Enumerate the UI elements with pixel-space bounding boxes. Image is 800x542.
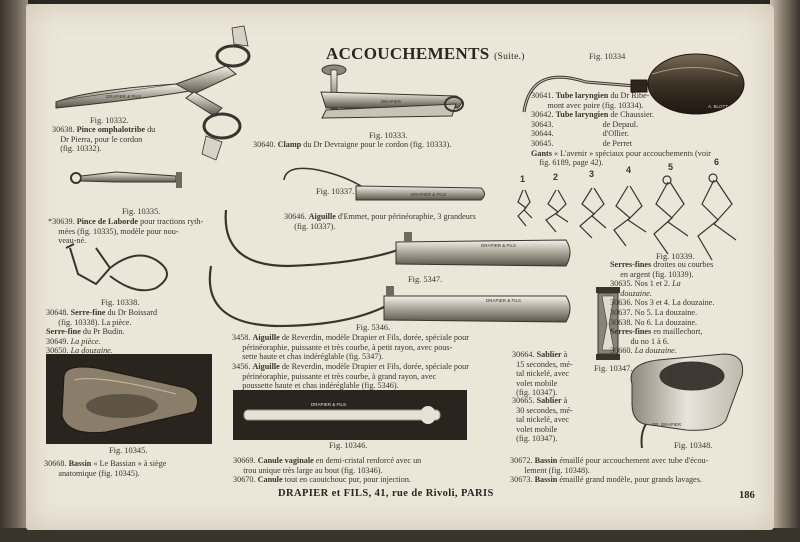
item-30640: 30640. Clamp du Dr Devraigne pour le cordon (fig. 10333). — [253, 140, 452, 149]
serre-fine-boissard-drawing — [66, 244, 167, 290]
item-30639: *30639. Pince de Laborde pour tractions ryth- mées (fig. 10335), modèle pour nou- veau-né. — [48, 217, 204, 246]
reverdin-5346-drawing — [210, 266, 570, 326]
serre-fine-number: 1 — [520, 174, 526, 184]
serre-fine-number: 2 — [553, 172, 559, 182]
fig-10338-caption: Fig. 10338. — [101, 298, 140, 307]
item-30672-30673: 30672. Bassin émaillé pour accouchement avec tube d'écou- lement (fig. 10348). 30673. Bassin émaillé grand modèle, pour grands lavages. — [510, 456, 709, 485]
item-30638: 30638. Pince omphalotribe du Dr Pierra, pour le cordon (fig. 10332). — [52, 125, 156, 154]
fig-5346-caption: Fig. 5346. — [356, 323, 391, 332]
item-30664: 30664. Sablier à 15 secondes, mé- tal nickelé, avec volet mobile (fig. 10347). — [512, 350, 573, 398]
serre-fine-number: 5 — [668, 162, 674, 172]
fig-10348-caption: Fig. 10348. — [674, 441, 713, 450]
canule-engraving: DRAPIER & FILS — [311, 402, 347, 407]
item-3458: 3458. Aiguille de Reverdin, modèle Drapier et Fils, dorée, spéciale pour périnéoraphie, puissante et très courbe, à petit rayon, avec pous- sette haute et chas indéréglable (fig. 5347). — [232, 333, 469, 362]
book-binding-left — [0, 0, 28, 542]
fig-10339-caption: Fig. 10339. — [656, 252, 695, 261]
fig-10334-caption: Fig. 10334 — [589, 52, 626, 61]
clamp-drawing — [321, 65, 463, 118]
page-footer: DRAPIER et FILS, 41, rue de Rivoli, PARIS — [278, 488, 494, 499]
canule-vaginale-drawing — [233, 390, 467, 440]
bassin-engraving: DR. DRAPIER — [652, 422, 682, 427]
fig-10335-caption: Fig. 10335. — [122, 207, 161, 216]
item-30668: 30668. Bassin « Le Bassian » à siège anatomique (fig. 10345). — [44, 459, 167, 478]
page-number: 186 — [739, 490, 755, 501]
serre-fine-number: 6 — [714, 157, 720, 167]
fig-10345-caption: Fig. 10345. — [109, 446, 148, 455]
fig-10346-caption: Fig. 10346. — [329, 441, 368, 450]
serre-fine-number: 4 — [626, 165, 632, 175]
item-30665: 30665. Sablier à 30 secondes, mé- tal nickelé, avec volet mobile (fig. 10347). — [512, 396, 573, 444]
clamp-engraving: DRAPIER — [381, 99, 402, 104]
item-30646: 30646. Aiguille d'Emmet, pour périnéoraphie, 3 grandeurs (fig. 10337). — [284, 212, 476, 231]
item-serres-fines: Serres-fines droites ou courbes en argent (fig. 10339). 30635. Nos 1 et 2. La douzaine. 30636. Nos 3 et 4. La douzaine. 30637. No 5. La douzaine. 30638. No 6. La douzaine. Serres-fines en maillechort, du no 1 à 6. 30660. La douzaine. — [610, 260, 715, 356]
book-page-edges-right — [770, 0, 800, 542]
scissors-engraving: DRAPIER & FILS — [106, 94, 142, 99]
rev1-engraving: DRAPIER & FILS — [481, 243, 517, 248]
rev2-engraving: DRAPIER & FILS — [486, 298, 522, 303]
bassin-le-bassian-drawing — [46, 354, 212, 444]
aiguille-emmet-drawing — [284, 168, 485, 200]
pince-laborde-drawing — [71, 172, 182, 188]
item-30669-30670: 30669. Canule vaginale en demi-cristal renforcé avec un trou unique très large au bout (fig. 10346). 30670. Canule tout en caoutchouc pur, pour injection. — [233, 456, 422, 485]
bassin-emaille-drawing — [631, 354, 743, 448]
page-title: ACCOUCHEMENTS (Suite.) — [326, 44, 525, 63]
fig-10332-caption: Fig. 10332. — [90, 116, 129, 125]
fig-10333-caption: Fig. 10333. — [369, 131, 408, 140]
fig-10337-caption: Fig. 10337. — [316, 187, 355, 196]
bulb-engraving: A. BLOTT — [708, 104, 729, 109]
item-30648: 30648. Serre-fine du Dr Boissard (fig. 10338). La pièce. Serre-fine du Pr Budin. 30649. La pièce. 30650. La douzaine. — [46, 308, 158, 356]
fig-5347-caption: Fig. 5347. — [408, 275, 443, 284]
serre-fine-number: 3 — [589, 169, 595, 179]
aiguille-engraving: DRAPIER & FILS — [411, 192, 447, 197]
book-edge-bottom — [0, 528, 800, 542]
fig-10347-caption: Fig. 10347. — [594, 364, 633, 373]
item-3456: 3456. Aiguille de Reverdin, modèle Drapier et Fils, dorée, spéciale pour périnéoraphie, puissante et très courbe, à grand rayon, avec poussette haute et chas indéréglable (fig. 5346). — [232, 362, 469, 391]
catalog-page — [26, 4, 774, 530]
item-30641-30645: 30641. Tube laryngien du Dr Ribe- mont avec poire (fig. 10334). 30642. Tube laryngien de Chaussier. 30643. de Depaul. 30644. d'Ollier. 30645. de Perret Gants « L'avenir » spéciaux pour accouchements (voir fig. 6189, page 42). — [531, 91, 711, 168]
